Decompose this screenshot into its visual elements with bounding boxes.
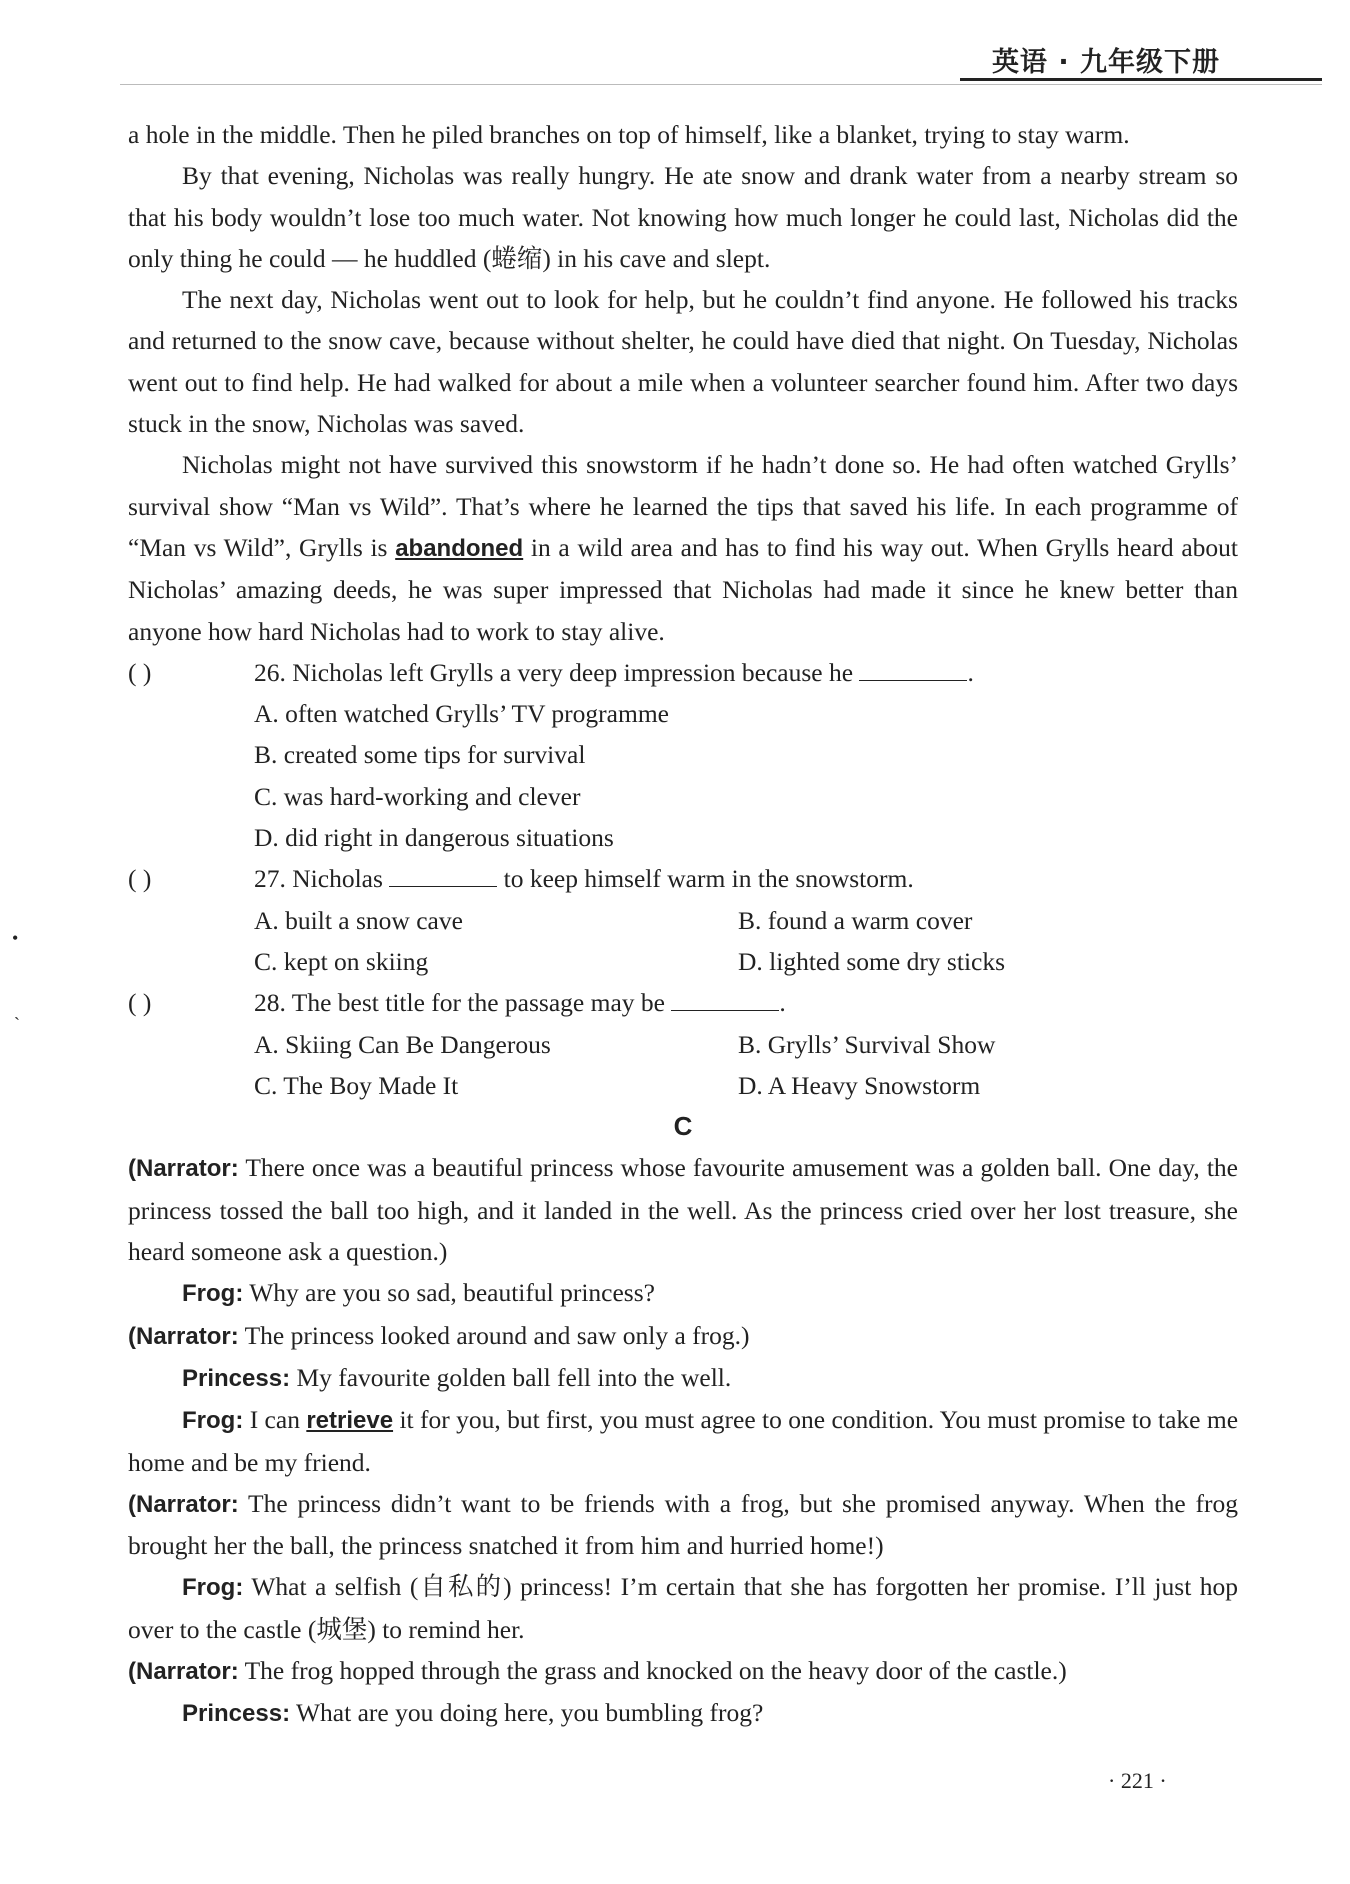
speaker-label: Frog: (182, 1574, 244, 1602)
narration-text: The princess looked around and saw only a frog.) (238, 1320, 750, 1350)
option: A. Skiing Can Be Dangerous (254, 1029, 551, 1059)
dialogue-line (128, 1357, 1238, 1399)
option: A. built a snow cave (254, 905, 463, 935)
option: D. A Heavy Snowstorm (738, 1070, 981, 1100)
margin-mark: ˏ (14, 1000, 20, 1020)
speaker-label: Frog: (182, 1407, 244, 1435)
narration (128, 1650, 1238, 1692)
option-row (128, 941, 1238, 982)
paragraph-text: Nicholas might not have survived this snowstorm if he hadn’t done so. He had often watched Grylls’ survival show “Man vs Wild”. That’s where he learned the tips that saved his life. In each programme of “Man vs Wild”, Grylls is (128, 450, 1238, 562)
header-rule-thin (120, 84, 1322, 85)
option-row (128, 900, 1238, 941)
option: B. Grylls’ Survival Show (738, 1029, 996, 1059)
margin-mark: • (12, 928, 19, 948)
question-27 (128, 858, 1238, 899)
answer-blank[interactable] (671, 990, 779, 1011)
vocab-word: abandoned (395, 534, 524, 562)
speaker-label: Princess: (182, 1364, 291, 1392)
answer-blank[interactable] (859, 660, 967, 681)
question-stem-end: . (967, 657, 974, 687)
section-heading: C (673, 1111, 693, 1142)
option-row (128, 1024, 1238, 1065)
option: B. created some tips for survival (254, 740, 586, 770)
question-stem: 27. Nicholas (254, 864, 390, 894)
option: C. The Boy Made It (254, 1070, 459, 1100)
dialogue-line (128, 1566, 1238, 1650)
page-header (0, 0, 1350, 90)
question-26 (128, 652, 1238, 693)
speaker-label: Princess: (182, 1700, 291, 1728)
answer-bracket[interactable]: ( ) (128, 988, 152, 1018)
question-stem: 28. The best title for the passage may be (254, 988, 672, 1018)
paragraph: The next day, Nicholas went out to look for help, but he couldn’t find anyone. He followed his tracks and returned to the snow cave, because without shelter, he could have died that night. On Tuesday, Nicholas went out to find help. He had walked for about a mile when a volunteer searcher found him. After two days stuck in the snow, Nicholas was saved. (128, 285, 1238, 439)
answer-bracket[interactable]: ( ) (128, 864, 152, 894)
dialogue-line (128, 1692, 1238, 1734)
paragraph-text: in a wild area and has to find his way out. When Grylls heard about Nicholas’ amazing deeds, he was super impressed that Nicholas had made it since he knew better than anyone how hard Nicholas had to work to stay alive. (128, 532, 1238, 646)
narration (128, 1147, 1238, 1272)
dialogue-text: I can (243, 1405, 307, 1435)
dialogue-text: What a selfish (自私的) princess! I’m certain that she has forgotten her promise. I’ll just hop over to the castle (城堡) to remind her. (128, 1572, 1238, 1644)
narration (128, 1315, 1238, 1357)
dialogue-line (128, 1399, 1238, 1483)
narration-text: There once was a beautiful princess whose favourite amusement was a golden ball. One day, the princess tossed the ball too high, and it landed in the well. As the princess cried over her lost treasure, she heard someone ask a question.) (128, 1153, 1238, 1267)
option: C. was hard-working and clever (254, 781, 581, 811)
answer-blank[interactable] (389, 866, 497, 887)
option: D. did right in dangerous situations (254, 823, 614, 853)
question-stem-end: to keep himself warm in the snowstorm. (497, 864, 914, 894)
narration (128, 1483, 1238, 1567)
option-row (128, 1065, 1238, 1106)
dialogue-text: My favourite golden ball fell into the well. (290, 1362, 732, 1392)
question-stem-end: . (779, 988, 786, 1018)
header-title: 英语 · 九年级下册 (991, 47, 1220, 78)
dialogue-text: What are you doing here, you bumbling frog? (290, 1698, 764, 1728)
page-content (128, 114, 1238, 1735)
speaker-label: (Narrator: (128, 1155, 239, 1183)
dialogue-line (128, 1272, 1238, 1314)
option: B. found a warm cover (738, 905, 973, 935)
speaker-label: (Narrator: (128, 1657, 239, 1685)
answer-bracket[interactable]: ( ) (128, 657, 152, 687)
speaker-label: Frog: (182, 1280, 244, 1308)
question-stem: 26. Nicholas left Grylls a very deep impression because he (254, 657, 860, 687)
speaker-label: (Narrator: (128, 1490, 239, 1518)
header-rule (960, 78, 1322, 81)
vocab-word: retrieve (306, 1407, 394, 1435)
option: A. often watched Grylls’ TV programme (254, 699, 669, 729)
paragraph: a hole in the middle. Then he piled branches on top of himself, like a blanket, trying to stay warm. (128, 120, 1130, 149)
page-number: · 221 · (1108, 1768, 1167, 1793)
paragraph (128, 444, 1238, 651)
option: C. kept on skiing (254, 946, 429, 976)
speaker-label: (Narrator: (128, 1322, 239, 1350)
paragraph: By that evening, Nicholas was really hungry. He ate snow and drank water from a nearby stream so that his body wouldn’t lose too much water. Not knowing how much longer he could last, Nicholas did the only thing he could — he huddled (蜷缩) in his cave and slept. (128, 161, 1238, 273)
dialogue-text: Why are you so sad, beautiful princess? (243, 1278, 655, 1308)
question-28 (128, 982, 1238, 1023)
narration-text: The princess didn’t want to be friends with a frog, but she promised anyway. When the frog brought her the ball, the princess snatched it from him and hurried home!) (128, 1488, 1238, 1561)
dialogue-text: it for you, but first, you must agree to one condition. You must promise to take me home and be my friend. (128, 1405, 1239, 1477)
narration-text: The frog hopped through the grass and knocked on the heavy door of the castle.) (238, 1655, 1067, 1685)
option: D. lighted some dry sticks (738, 946, 1006, 976)
